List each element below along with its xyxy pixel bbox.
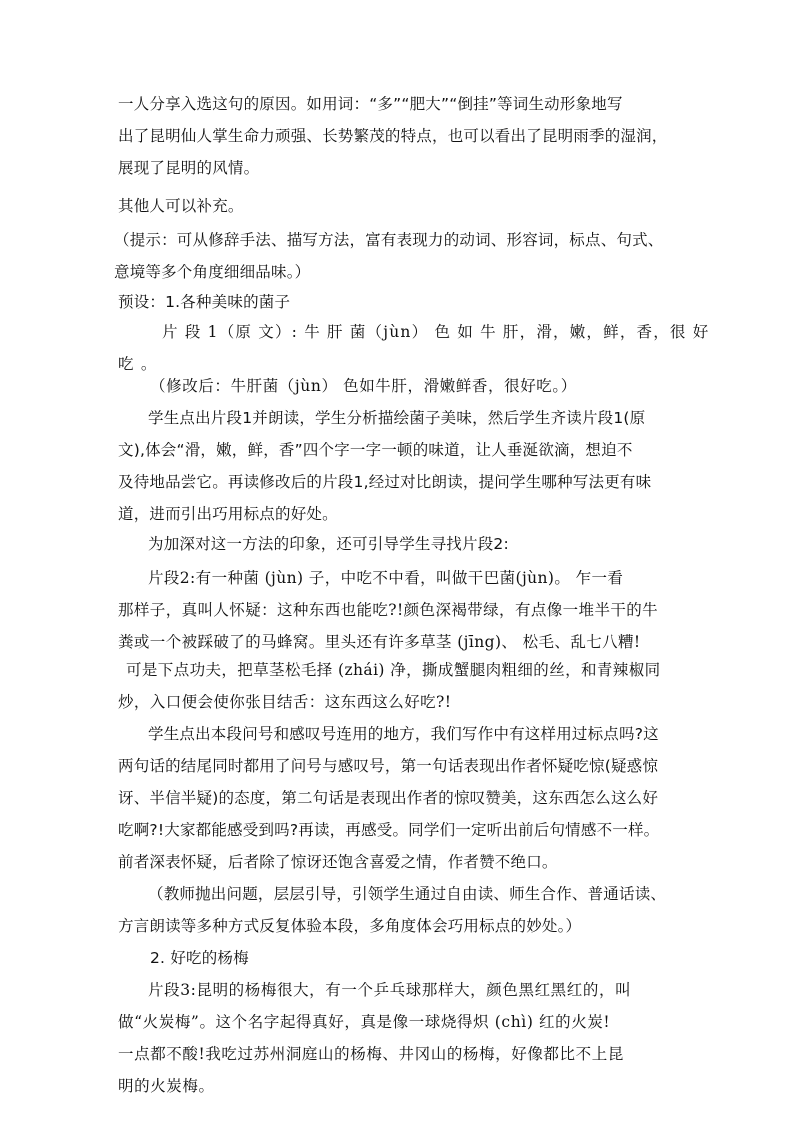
text-line: 意境等多个角度细细品味。） [114,263,311,281]
text-line: 粪或一个被踩破了的马蜂窝。里头还有许多草茎 (jīng)、 松毛、乱七八糟! [118,633,641,651]
text-line: 一人分享入选这句的原因。如用词：“多”“肥大”“倒挂”等词生动形象地写 [118,95,623,113]
text-line: 文),体会“滑，嫩，鲜，香”四个字一字一顿的味道，让人垂涎欲滴，想迫不 [118,441,633,459]
text-line: （修改后：牛肝菌（jùn） 色如牛肝，滑嫩鲜香，很好吃。） [150,377,577,395]
text-line: 其他人可以补充。 [118,197,244,215]
text-line: 学生点出本段问号和感叹号连用的地方，我们写作中有这样用过标点吗?这 [148,725,659,743]
text-line: 及待地品尝它。再读修改后的片段1,经过对比朗读，提问学生哪种写法更有味 [118,473,652,491]
text-line: 学生点出片段1并朗读，学生分析描绘菌子美味，然后学生齐读片段1(原 [148,409,646,427]
text-line: 吃啊?!大家都能感受到吗?再读，再感受。同学们一定听出前后句情感不一样。 [118,821,660,839]
excerpt-2 [118,562,678,658]
text-line: 一点都不酸!我吃过苏州洞庭山的杨梅、井冈山的杨梅，好像都比不上昆 [118,1045,624,1063]
heading-preset-2 [150,942,710,974]
text-line: 那样子，真叫人怀疑：这种东西也能吃?!颜色深褐带绿，有点像一堆半干的牛 [118,601,659,619]
text-line: （教师抛出问题，层层引导，引领学生通过自由读、师生合作、普通话读、 [148,885,667,903]
text-line: 讶、半信半疑)的态度，第二句话是表现出作者的惊叹赞美，这东西怎么这么好 [118,789,659,807]
paragraph-teacher-guide [118,878,678,942]
text-line: 出了昆明仙人掌生命力顽强、长势繁茂的特点，也可以看出了昆明雨季的湿润， [118,127,668,145]
excerpt-3 [118,974,678,1102]
paragraph-others-add [118,190,678,222]
text-line: 片段3:昆明的杨梅很大，有一个乒乓球那样大，颜色黑红黑红的，叫 [148,981,632,999]
text-line: （提示：可从修辞手法、描写方法，富有表现力的动词、形容词，标点、句式、 [114,231,664,249]
text-line: 片段2:有一种菌 (jùn) 子，中吃不中看，叫做干巴菌(jùn)。 乍一看 [148,569,624,587]
text-line: 为加深对这一方法的印象，还可引导学生寻找片段2: [148,535,509,553]
text-line: 做“火炭梅”。这个名字起得真好，真是像一球烧得炽 (chì) 红的火炭! [118,1013,611,1031]
paragraph-analysis-1 [118,402,678,530]
text-line: 展现了昆明的风情。 [118,159,260,177]
paragraph-guide-2 [118,528,678,560]
text-line: 明的火炭梅。 [118,1077,215,1095]
text-line: 片 段 1（原 文）: 牛 肝 菌（jùn） 色 如 牛 肝，滑，嫩，鲜，香，很 好 [162,323,710,341]
text-line: 两句话的结尾同时都用了问号与感叹号，第一句话表现出作者怀疑吃惊(疑惑惊 [118,757,659,775]
paragraph-share-reason [118,88,678,184]
paragraph-hint [114,224,674,288]
text-line: 炒，入口便会使你张目结舌：这东西这么好吃?! [118,693,452,711]
text-line: 2. 好吃的杨梅 [150,949,249,967]
text-line: 预设：1.各种美味的菌子 [118,293,291,311]
paragraph-analysis-2 [118,718,678,878]
text-line: 方言朗读等多种方式反复体验本段，多角度体会巧用标点的妙处。） [118,917,582,935]
heading-preset-1 [118,286,678,318]
excerpt-1-revised [150,370,710,402]
excerpt-2-continued [118,654,678,718]
text-line: 前者深表怀疑，后者除了惊讶还饱含喜爱之情，作者赞不绝口。 [118,853,558,871]
text-line: 道，进而引出巧用标点的好处。 [118,505,338,523]
text-line: 可是下点功夫，把草茎松毛择 (zhái) 净，撕成蟹腿肉粗细的丝，和青辣椒同 [126,661,661,679]
text-line: 吃 。 [118,355,158,373]
